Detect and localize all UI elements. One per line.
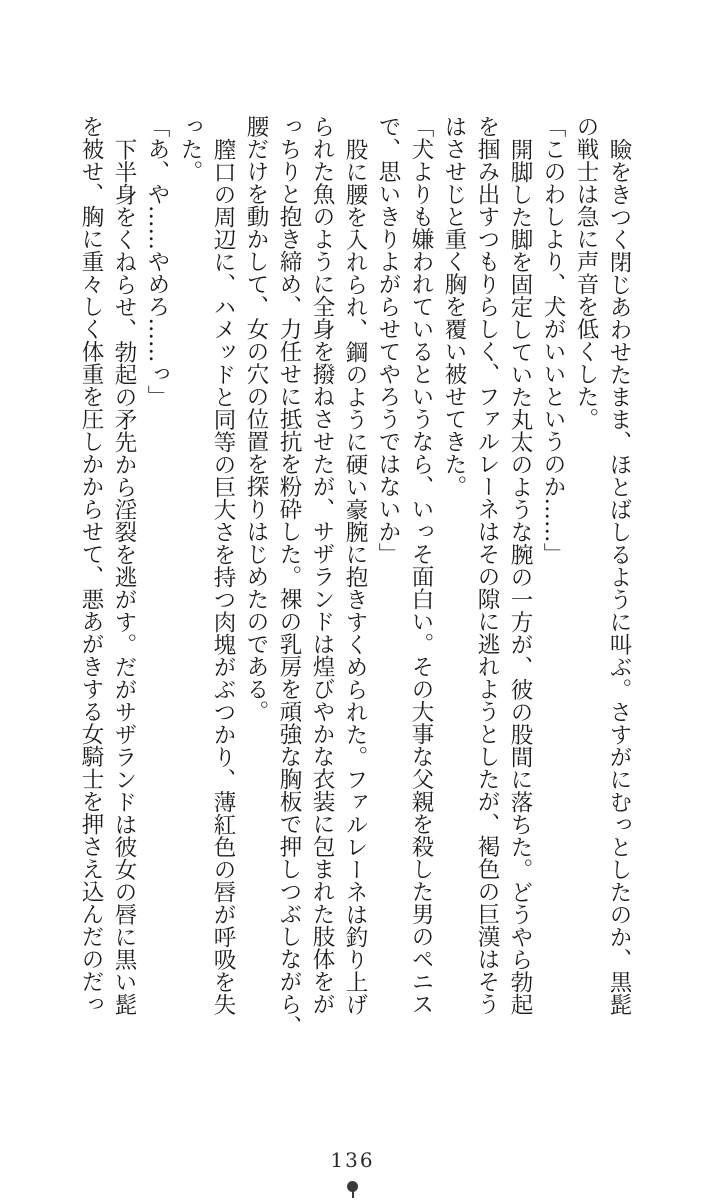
page-number: 136 <box>330 1148 375 1172</box>
text-line: 下半身をくねらせ、勃起の矛先から淫裂を逃がす。だがサザランドは彼女の唇に黒い髭 <box>111 137 137 1015</box>
text-line: 「犬よりも嫌われているというなら、いっそ面白い。その大事な父親を殺した男のペニス <box>408 115 434 1015</box>
text-line: っちりと抱き締め、力任せに抵抗を粉砕した。裸の乳房を頑強な胸板で押しつぶしながら、 <box>276 115 302 1038</box>
text-line: を被せ、胸に重々しく体重を圧しかからせて、悪あがきする女騎士を押さえ込んだのだっ <box>78 115 104 1015</box>
text-line: 瞼をきつく閉じあわせたまま、ほとばしるように叫ぶ。さすがにむっとしたのか、黒髭 <box>606 137 632 1015</box>
text-line: はさせじと重く胸を覆い被せてきた。 <box>441 115 467 498</box>
text-line: 「このわしより、犬がいいというのか……」 <box>540 115 566 565</box>
text-line: で、思いきりよがらせてやろうではないか」 <box>375 115 401 565</box>
text-line: 腰だけを動かして、女の穴の位置を探りはじめたのである。 <box>243 115 269 723</box>
text-line: 開脚した脚を固定していた丸太のような腕の一方が、彼の股間に落ちた。どうやら勃起 <box>507 137 533 1015</box>
text-line: った。 <box>177 115 203 183</box>
text-line: られた魚のように全身を撥ねさせたが、サザランドは煌びやかな衣装に包まれた肢体をが <box>309 115 335 1015</box>
text-column-block <box>74 115 635 1075</box>
text-line: を掴み出すつもりらしく、ファルレーネはその隙に逃れようとしたが、褐色の巨漢はそう <box>474 115 500 1015</box>
binding-dot-mark <box>347 1181 358 1192</box>
text-line: 膣口の周辺に、ハメッドと同等の巨大さを持つ肉塊がぶつかり、薄紅色の唇が呼吸を失 <box>210 137 236 1015</box>
text-line: の戦士は急に声音を低くした。 <box>573 115 599 430</box>
text-line: 股に腰を入れられ、鋼のように硬い豪腕に抱きすくめられた。ファルレーネは釣り上げ <box>342 137 368 1015</box>
text-line: 「あ、や……やめろ……っ」 <box>144 115 170 408</box>
